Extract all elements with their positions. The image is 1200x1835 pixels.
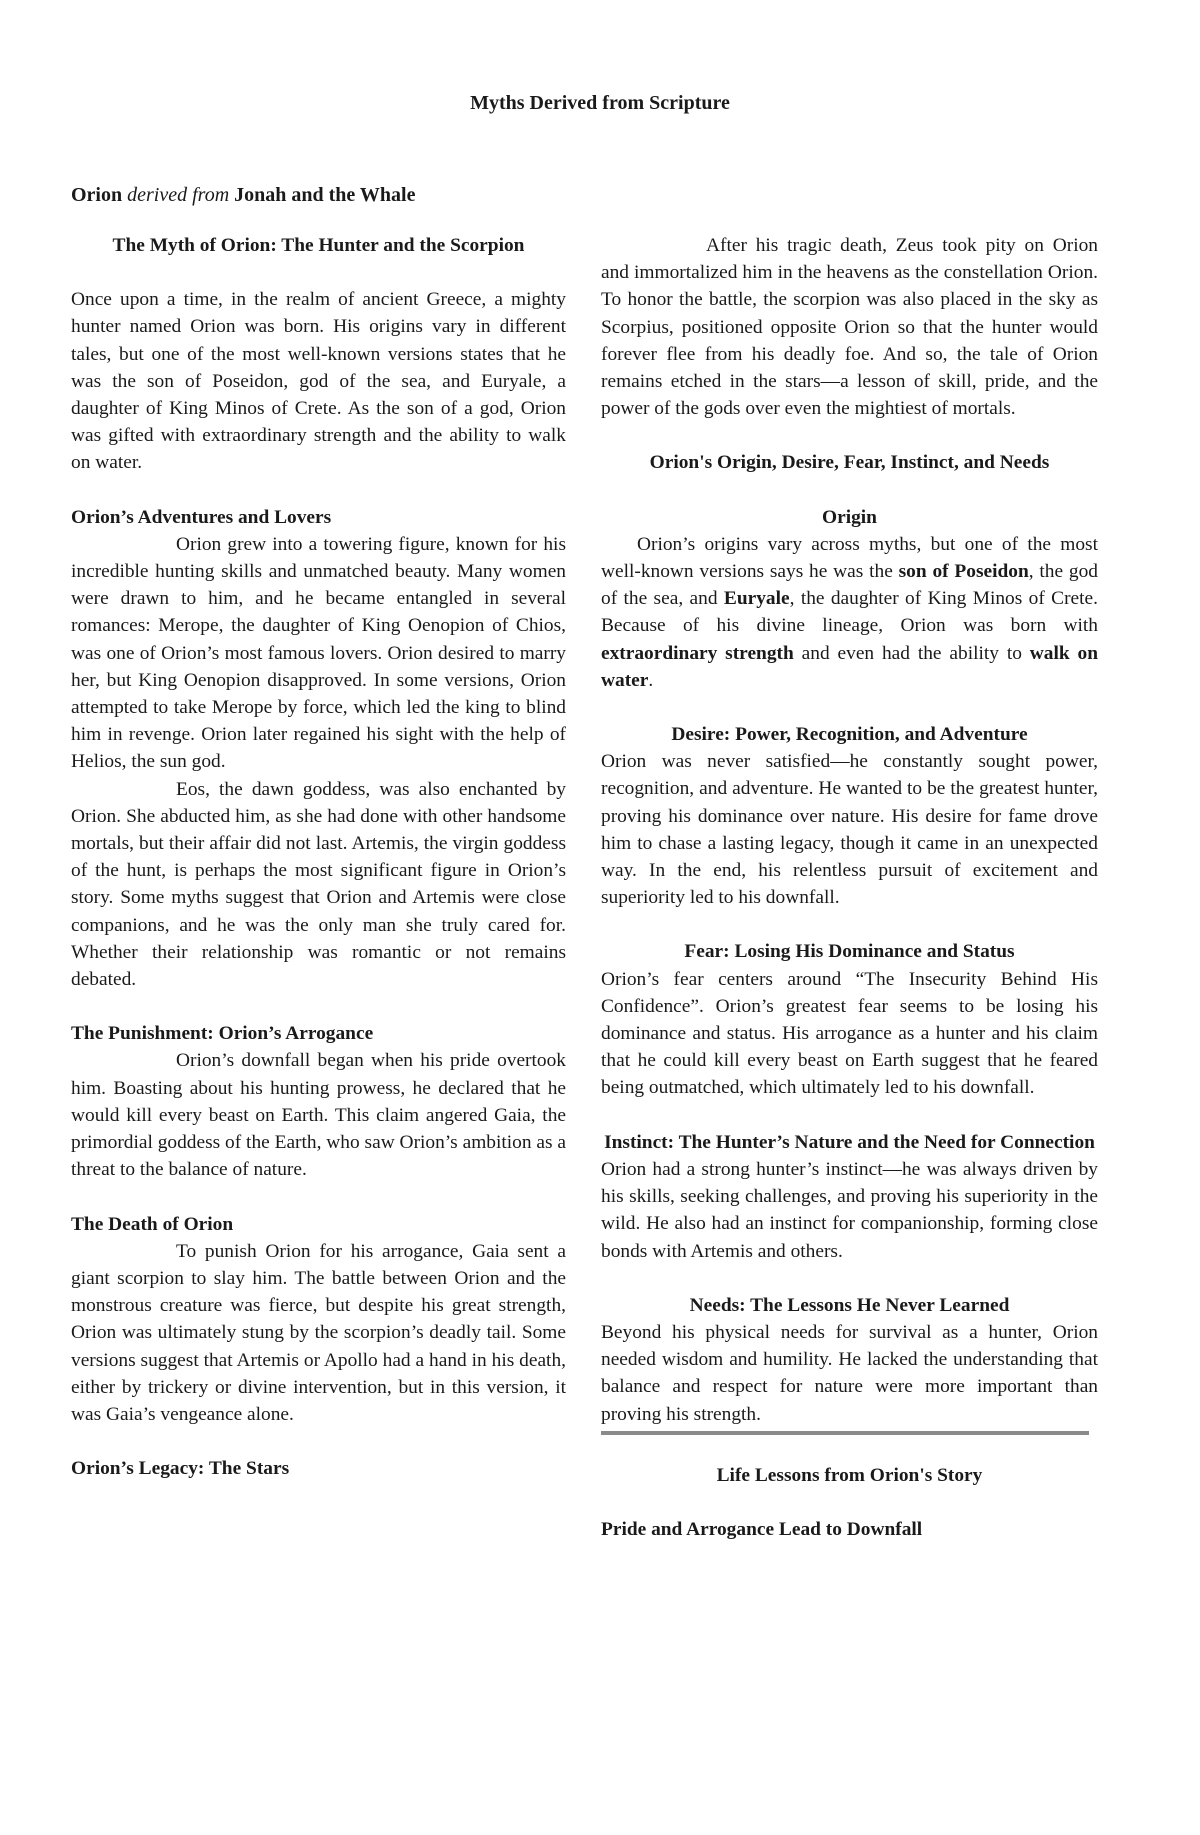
fear-heading: Fear: Losing His Dominance and Status — [684, 941, 1015, 963]
heading-prefix: Orion — [71, 184, 123, 206]
death-paragraph: To punish Orion for his arrogance, Gaia sent a giant scorpion to slay him. The battle between Orion and the monstrous creature was fierce, but despite his great strength, Orion was ultimately stung by the scorpion’s deadly tail. Some versions suggest that Artemis or Apollo had a hand in his death, either by trickery or divine intervention, but in this version, it was Gaia’s vengeance alone. — [71, 1240, 566, 1425]
myth-heading: The Myth of Orion: The Hunter and the Scorpion — [112, 235, 525, 256]
intro-paragraph: Once upon a time, in the realm of ancient Greece, a mighty hunter named Orion was born. His origins vary in different tales, but one of the most well-known versions states that he was the son of Poseidon, god of the sea, and Euryale, a daughter of King Minos of Crete. As the son of a god, Orion was gifted with extraordinary strength and the ability to walk on water. — [71, 289, 566, 474]
heading-italic: derived from — [127, 184, 230, 206]
legacy-heading: Orion’s Legacy: The Stars — [71, 1458, 290, 1480]
lessons-heading: Life Lessons from Orion's Story — [716, 1464, 983, 1486]
right-column — [601, 232, 1098, 1543]
adventures-paragraph-1: Orion grew into a towering figure, known for his incredible hunting skills and unmatched beauty. Many women were drawn to him, and he became entangled in several romances: Merope, the daughter of King Oenopion of Chios, was one of Orion’s most famous lovers. Orion desired to marry her, but King Oenopion disapproved. In some versions, Orion attempted to take Merope by force, which led the king to blind him in revenge. Orion later regained his sight with the help of Helios, the sun god. — [71, 533, 566, 773]
instinct-paragraph: Orion had a strong hunter’s instinct—he was always driven by his skills, seeking challenges, and proving his superiority in the wild. He also had an instinct for companionship, forming close bonds with Artemis and others. — [601, 1158, 1098, 1262]
instinct-heading: Instinct: The Hunter’s Nature and the Need for Connection — [604, 1131, 1095, 1153]
punishment-paragraph: Orion’s downfall began when his pride overtook him. Boasting about his hunting prowess, he declared that he would kill every beast on Earth. This claim angered Gaia, the primordial goddess of the Earth, who saw Orion’s ambition as a threat to the balance of nature. — [71, 1050, 566, 1181]
origin-heading: Origin — [822, 506, 877, 528]
needs-heading: Needs: The Lessons He Never Learned — [689, 1294, 1010, 1316]
left-column — [71, 232, 566, 1482]
death-heading: The Death of Orion — [71, 1213, 234, 1235]
needs-paragraph: Beyond his physical needs for survival as a hunter, Orion needed wisdom and humility. He lacked the understanding that balance and respect for nature were more important than proving his strength. — [601, 1321, 1098, 1425]
origin-paragraph: Orion’s origins vary across myths, but one of the most well-known versions says he was the son of Poseidon, the god of the sea, and Euryale, the daughter of King Minos of Crete. Because of his divine lineage, Orion was born with extraordinary strength and even had the ability to walk on water. — [601, 533, 1098, 691]
legacy-paragraph: After his tragic death, Zeus took pity on Orion and immortalized him in the heavens as the constellation Orion. To honor the battle, the scorpion was also placed in the sky as Scorpius, positioned opposite Orion so that the hunter would forever flee from his deadly foe. And so, the tale of Orion remains etched in the stars—a lesson of skill, pride, and the power of the gods over even the mightiest of mortals. — [601, 235, 1098, 420]
desire-paragraph: Orion was never satisfied—he constantly sought power, recognition, and adventure. He wanted to be the greatest hunter, proving his dominance over nature. His desire for fame drove him to chase a lasting legacy, though it came in an unexpected way. In the end, his relentless pursuit of excitement and superiority led to his downfall. — [601, 751, 1098, 909]
desire-heading: Desire: Power, Recognition, and Adventure — [671, 724, 1028, 746]
heading-suffix: Jonah and the Whale — [234, 184, 416, 206]
fear-paragraph: Orion’s fear centers around “The Insecurity Behind His Confidence”. Orion’s greatest fear seems to be losing his dominance and status. His arrogance as a hunter and his claim that he could kill every beast on Earth suggest that he feared being outmatched, which ultimately led to his downfall. — [601, 968, 1098, 1099]
traits-heading: Orion's Origin, Desire, Fear, Instinct, and Needs — [649, 452, 1050, 474]
section-heading-orion — [71, 184, 416, 207]
adventures-paragraph-2: Eos, the dawn goddess, was also enchanted by Orion. She abducted him, as she had done with other handsome mortals, but their affair did not last. Artemis, the virgin goddess of the hunt, is perhaps the most significant figure in Orion’s story. Some myths suggest that Orion and Artemis were close companions, and he was the only man she truly cared for. Whether their relationship was romantic or not remains debated. — [71, 778, 566, 991]
page-title: Myths Derived from Scripture — [470, 92, 730, 114]
pride-heading: Pride and Arrogance Lead to Downfall — [601, 1518, 923, 1540]
punishment-heading: The Punishment: Orion’s Arrogance — [71, 1023, 374, 1045]
adventures-heading: Orion’s Adventures and Lovers — [71, 506, 332, 528]
